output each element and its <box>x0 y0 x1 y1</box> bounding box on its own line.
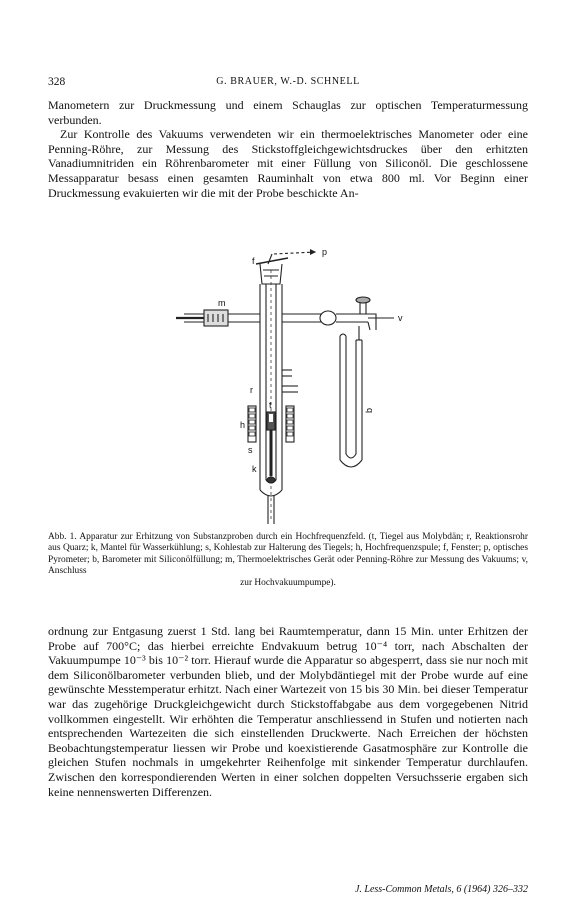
paragraph-3: ordnung zur Entgasung zuerst 1 Std. lang bei Raumtemperatur, dann 15 Min. unter Erhitzen der Probe auf 700°C; das hierbei erreichte Endvakuum betrug 10⁻⁴ torr, nach Abschalten der Vakuumpumpe 10⁻³ bis 10⁻² torr. Hierauf wurde die Apparatur so abgesperrt, dass sie nur noch mit dem Siliconölbarometer verbunden blieb, und der Molybdäntiegel mit der Probe wurde auf eine gewünschte Messtemperatur erhitzt. Nach einer Wartezeit von 15 bis 30 Min. bei dieser Temperatur war das zugehörige Druckgleichgewicht durch Stickstoffabgabe aus dem vorgegebenen Nitrid vollkommen eingestellt. Wir erhöhten die Temperatur anschliessend in Stufen und notierten nach entsprechenden Wartezeiten die sich einstellenden Druckwerte. Nach Erreichen der höchsten Beobachtungstemperatur liessen wir Probe und koexistierende Gasatmosphäre zur Kontrolle die gleichen Stufen nochmals in umgekehrter Reihenfolge mit sinkender Temperatur durchlaufen. Zwischen den korrespondierenden Werten in einer solchen doppelten Versuchsserie ergaben sich keine nennenswerten Differenzen. <box>48 624 528 799</box>
paragraph-1: Manometern zur Druckmessung und einem Schauglas zur optischen Temperaturmessung verbunden. <box>48 98 528 127</box>
label-p: p <box>322 247 328 257</box>
apparatus-diagram <box>156 240 416 528</box>
page-number: 328 <box>48 76 66 88</box>
running-head: G. BRAUER, W.-D. SCHNELL <box>216 76 360 87</box>
label-f: f <box>252 256 255 266</box>
label-k: k <box>252 464 257 474</box>
label-h: h <box>240 420 246 430</box>
caption-text: Abb. 1. Apparatur zur Erhitzung von Substanzproben durch ein Hochfrequenzfeld. (t, Tiegel aus Molybdän; r, Reaktionsrohr aus Quarz; k, Mantel für Wasserkühlung; s, Kohlestab zur Halterung des Tiegels; h, Hochfrequenzspule; f, Fenster; p, optisches Pyrometer; b, Barometer mit Siliconölfüllung; m, Thermoelektrisches Gerät oder Penning-Röhre zur Messung des Vakuums; v, Anschluss <box>48 532 528 577</box>
label-m: m <box>218 298 226 308</box>
label-b: b <box>364 407 374 413</box>
body-text-bottom <box>48 624 528 799</box>
paragraph-2: Zur Kontrolle des Vakuums verwendeten wir ein thermoelektrisches Manometer oder eine Penning-Röhre, zur Messung des Stickstoffgleichgewichtsdruckes über den erhitzten Vanadiumnitriden ein Röhrenbarometer mit einer Füllung von Siliconöl. Die geschlossene Messapparatur besass einen gesamten Rauminhalt von etwa 800 ml. Vor Beginn einer Druckmessung evakuierten wir die mit der Probe beschickte An- <box>48 127 528 200</box>
caption-text-end: zur Hochvakuumpumpe). <box>240 577 336 588</box>
figure-apparatus <box>156 240 416 528</box>
page-header <box>48 76 528 92</box>
journal-citation: J. Less-Common Metals, 6 (1964) 326–332 <box>354 884 528 895</box>
label-t: t <box>269 400 272 410</box>
body-text-top <box>48 98 528 200</box>
figure-caption <box>48 532 528 589</box>
label-r: r <box>250 385 253 395</box>
label-s: s <box>248 445 253 455</box>
label-v: v <box>398 313 403 323</box>
